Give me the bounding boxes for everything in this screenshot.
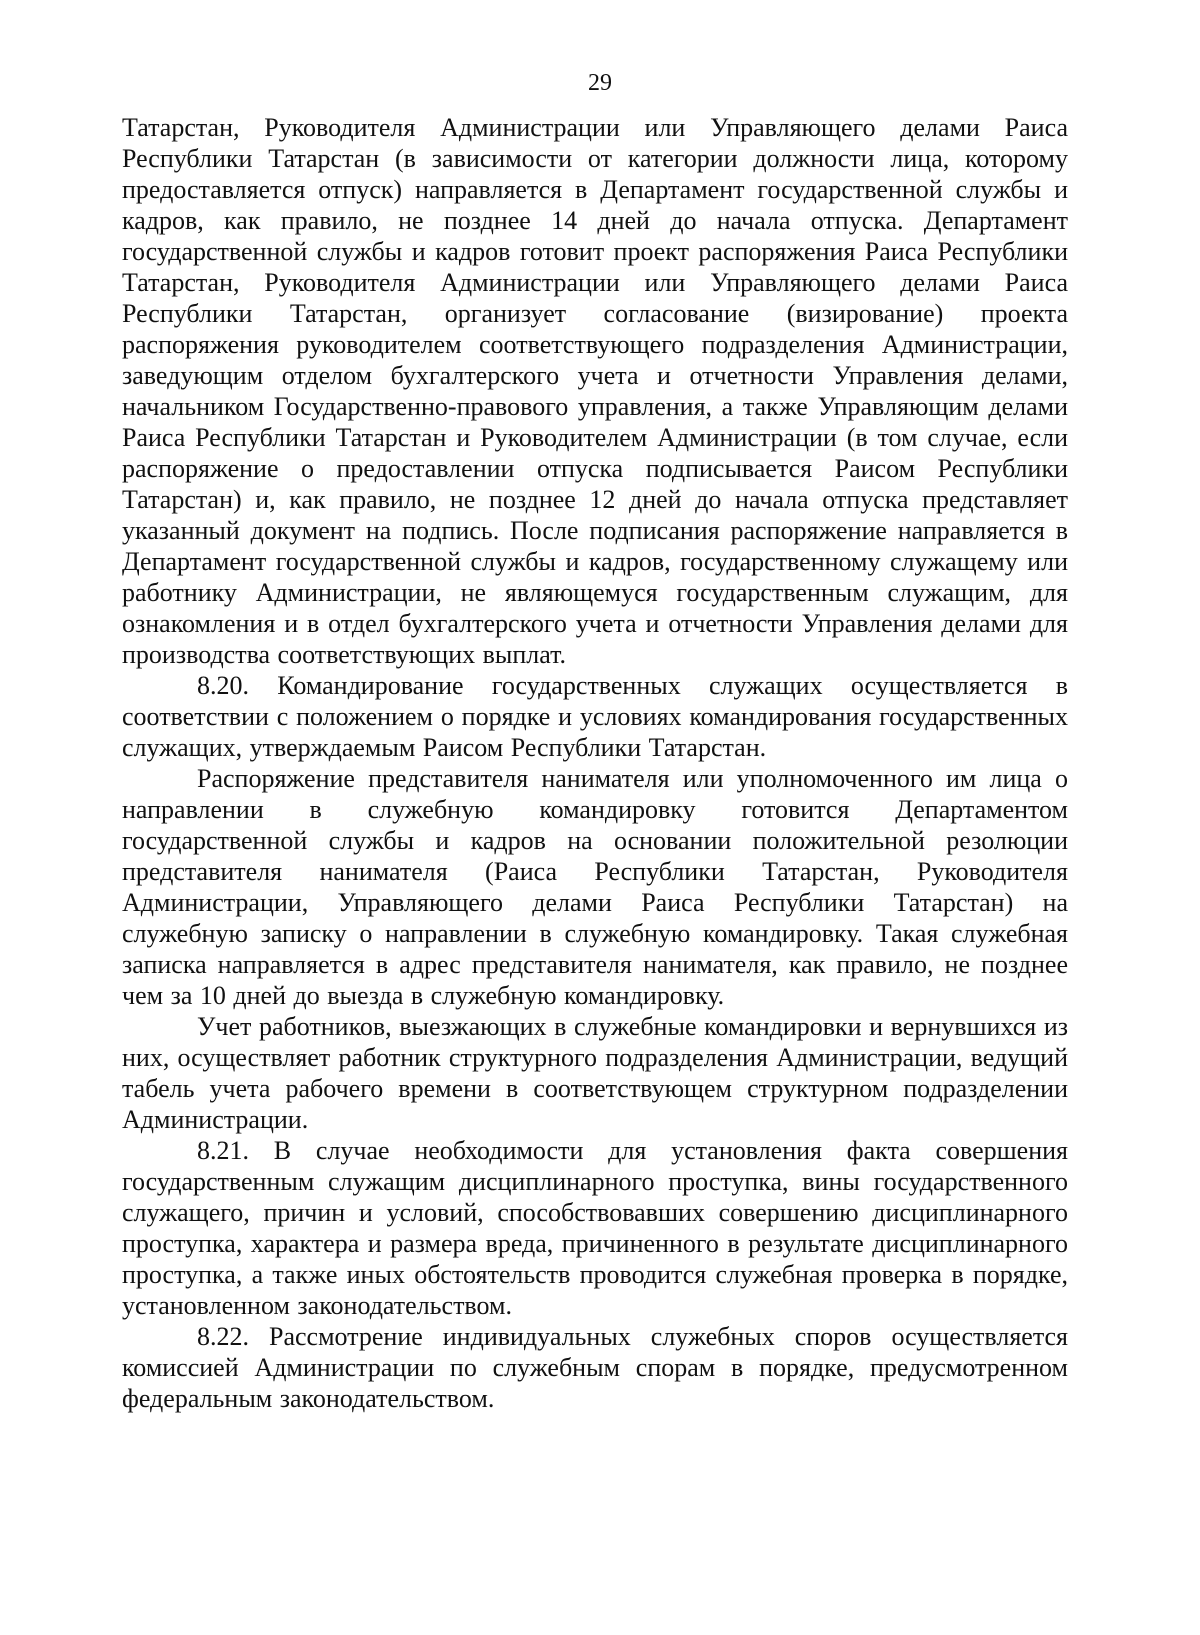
paragraph-business-trip-order: Распоряжение представителя нанимателя или уполномоченного им лица о направлении в служебную командировку готовится Департаментом государственной службы и кадров на основании положительной резолюции представителя нанимателя (Раиса Республики Татарстан, Руководителя Администрации, Управляющего делами Раиса Республики Татарстан) на служебную записку о направлении в служебную командировку. Такая служебная записка направляется в адрес представителя нанимателя, как правило, не позднее чем за 10 дней до выезда в служебную командировку. (122, 764, 1068, 1010)
paragraph-8-20: 8.20. Командирование государственных служащих осуществляется в соответствии с положением о порядке и условиях командирования государственных служащих, утверждаемым Раисом Республики Татарстан. (122, 671, 1068, 762)
page-number: 29 (588, 70, 612, 96)
paragraph-business-trip-accounting: Учет работников, выезжающих в служебные командировки и вернувшихся из них, осуществляет работник структурного подразделения Администрации, ведущий табель учета рабочего времени в соответствующем структурном подразделении Администрации. (122, 1012, 1068, 1134)
document-body (122, 112, 1068, 1414)
paragraph-8-21: 8.21. В случае необходимости для установления факта совершения государственным служащим дисциплинарного проступка, вины государственного служащего, причин и условий, способствовавших совершению дисциплинарного проступка, характера и размера вреда, причиненного в результате дисциплинарного проступка, а также иных обстоятельств проводится служебная проверка в порядке, установленном законодательством. (122, 1136, 1068, 1320)
paragraph-8-22: 8.22. Рассмотрение индивидуальных служебных споров осуществляется комиссией Администрации по служебным спорам в порядке, предусмотренном федеральным законодательством. (122, 1322, 1068, 1413)
paragraph-leave-procedure: Татарстан, Руководителя Администрации или Управляющего делами Раиса Республики Татарстан (в зависимости от категории должности лица, которому предоставляется отпуск) направляется в Департамент государственной службы и кадров, как правило, не позднее 14 дней до начала отпуска. Департамент государственной службы и кадров готовит проект распоряжения Раиса Республики Татарстан, Руководителя Администрации или Управляющего делами Раиса Республики Татарстан, организует согласование (визирование) проекта распоряжения руководителем соответствующего подразделения Администрации, заведующим отделом бухгалтерского учета и отчетности Управления делами, начальником Государственно-правового управления, а также Управляющим делами Раиса Республики Татарстан и Руководителем Администрации (в том случае, если распоряжение о предоставлении отпуска подписывается Раисом Республики Татарстан) и, как правило, не позднее 12 дней до начала отпуска представляет указанный документ на подпись. После подписания распоряжение направляется в Департамент государственной службы и кадров, государственному служащему или работнику Администрации, не являющемуся государственным служащим, для ознакомления и в отдел бухгалтерского учета и отчетности Управления делами для производства соответствующих выплат. (122, 113, 1068, 669)
